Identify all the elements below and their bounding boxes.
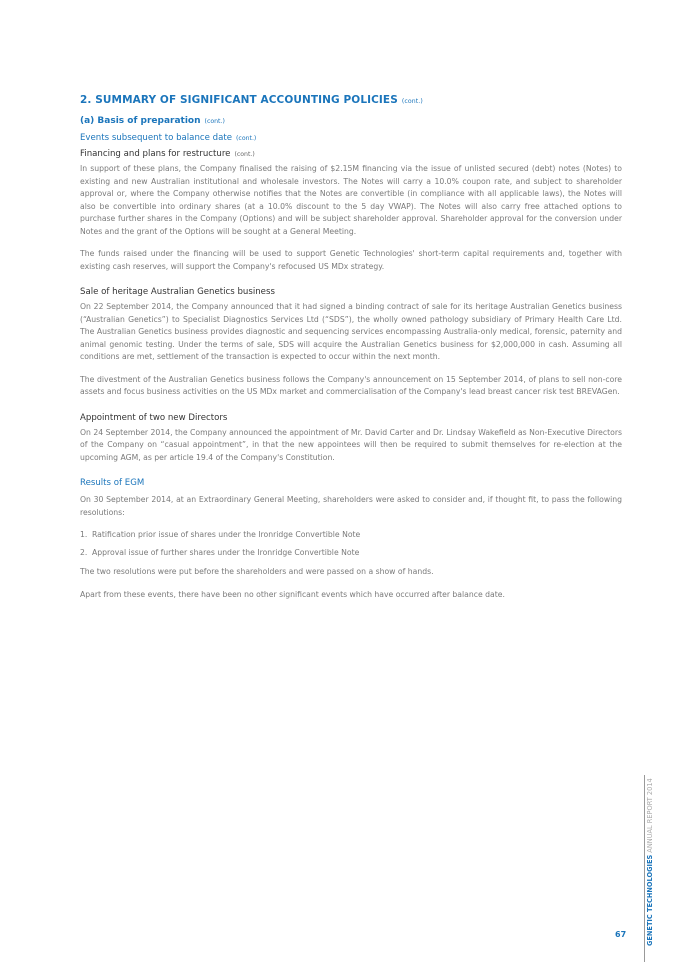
subsection-title-text: (a) Basis of preparation	[80, 116, 201, 126]
paragraph: In support of these plans, the Company finalised the raising of $2.15M financing via the issue of unlisted secured (debt) notes (Notes) to existing and new Australian institutional and wholesale investors. The Notes will carry a 10.0% coupon rate, and subject to shareholder approval or, where the Company otherwise notifies that the Notes are convertible (in compliance with all applicable laws), the Notes will also be convertible into ordinary shares (at a 10.0% discount to the 5 day VWAP). The Notes will also carry free attached options to purchase further shares in the Company (Options) and will be subject shareholder approval. Shareholder approval for the conversion under Notes and the grant of the Options will be sought at a General Meeting.	[80, 164, 622, 236]
paragraph: The divestment of the Australian Genetics business follows the Company's announcement on 15 September 2014, of plans to sell non-core assets and focus business activities on the US MDx market and commercialisation of the Company's lead breast cancer risk test BREVAGen.	[80, 374, 622, 396]
subsection-title	[80, 116, 622, 126]
report-name: ANNUAL REPORT 2014	[646, 778, 654, 853]
cont-label: (cont.)	[236, 135, 257, 142]
subheading	[80, 133, 622, 143]
list-number: 1.	[80, 530, 88, 539]
list-text: Approval issue of further shares under the Ironridge Convertible Note	[92, 547, 360, 557]
list-item	[80, 547, 622, 560]
sale-heading: Sale of heritage Australian Genetics business	[80, 287, 275, 297]
list-number: 2.	[80, 547, 88, 557]
cont-label: (cont.)	[401, 98, 423, 105]
footer-divider	[644, 775, 645, 962]
paragraph: On 24 September 2014, the Company announced the appointment of Mr. David Carter and Dr. Lindsay Wakefield as Non-Executive Directors of the Company on “casual appointment”, in that the new appointees will then be required to submit themselves for re-election at the upcoming AGM, as per article 19.4 of the Company's Constitution.	[80, 427, 622, 462]
paragraph: Apart from these events, there have been no other significant events which have occurred after balance date.	[80, 589, 505, 599]
paragraph: On 22 September 2014, the Company announced that it had signed a binding contract of sale for its heritage Australian Genetics business (“Australian Genetics”) to Specialist Diagnostics Services Ltd (“SDS”), the wholly owned pathology subsidiary of Primary Health Care Ltd. The Australian Genetics business provides diagnostic and sequencing services encompassing Australia-only medical, forensic, paternity and animal genomic testing. Under the terms of sale, SDS will acquire the Australian Genetics business for $2,000,000 in cash. Assuming all conditions are met, settlement of the transaction is expected to occur within the next month.	[80, 302, 622, 361]
list-item	[80, 529, 622, 542]
subheading-text: Events subsequent to balance date	[80, 133, 233, 143]
paragraph: On 30 September 2014, at an Extraordinary General Meeting, shareholders were asked to consider and, if thought fit, to pass the following resolutions:	[80, 495, 622, 517]
cont-label: (cont.)	[234, 151, 255, 158]
financing-heading	[80, 149, 622, 159]
page-content	[80, 94, 622, 611]
directors-heading: Appointment of two new Directors	[80, 412, 228, 423]
cont-label: (cont.)	[204, 118, 225, 125]
egm-heading: Results of EGM	[80, 478, 145, 488]
company-name: GENETIC TECHNOLOGIES	[646, 854, 654, 946]
paragraph: The two resolutions were put before the shareholders and were passed on a show of hands.	[80, 567, 434, 576]
section-title	[80, 94, 622, 106]
section-title-text: 2. SUMMARY OF SIGNIFICANT ACCOUNTING POLICIES	[80, 94, 398, 106]
paragraph: The funds raised under the financing will be used to support Genetic Technologies' short-term capital requirements and, together with existing cash reserves, will support the Company's refocused US MDx strategy.	[80, 249, 622, 271]
financing-heading-text: Financing and plans for restructure	[80, 149, 231, 159]
resolution-list	[80, 529, 622, 559]
list-text: Ratification prior issue of shares under the Ironridge Convertible Note	[92, 530, 361, 539]
page-number: 67	[615, 930, 627, 939]
footer-report-label	[646, 778, 654, 946]
